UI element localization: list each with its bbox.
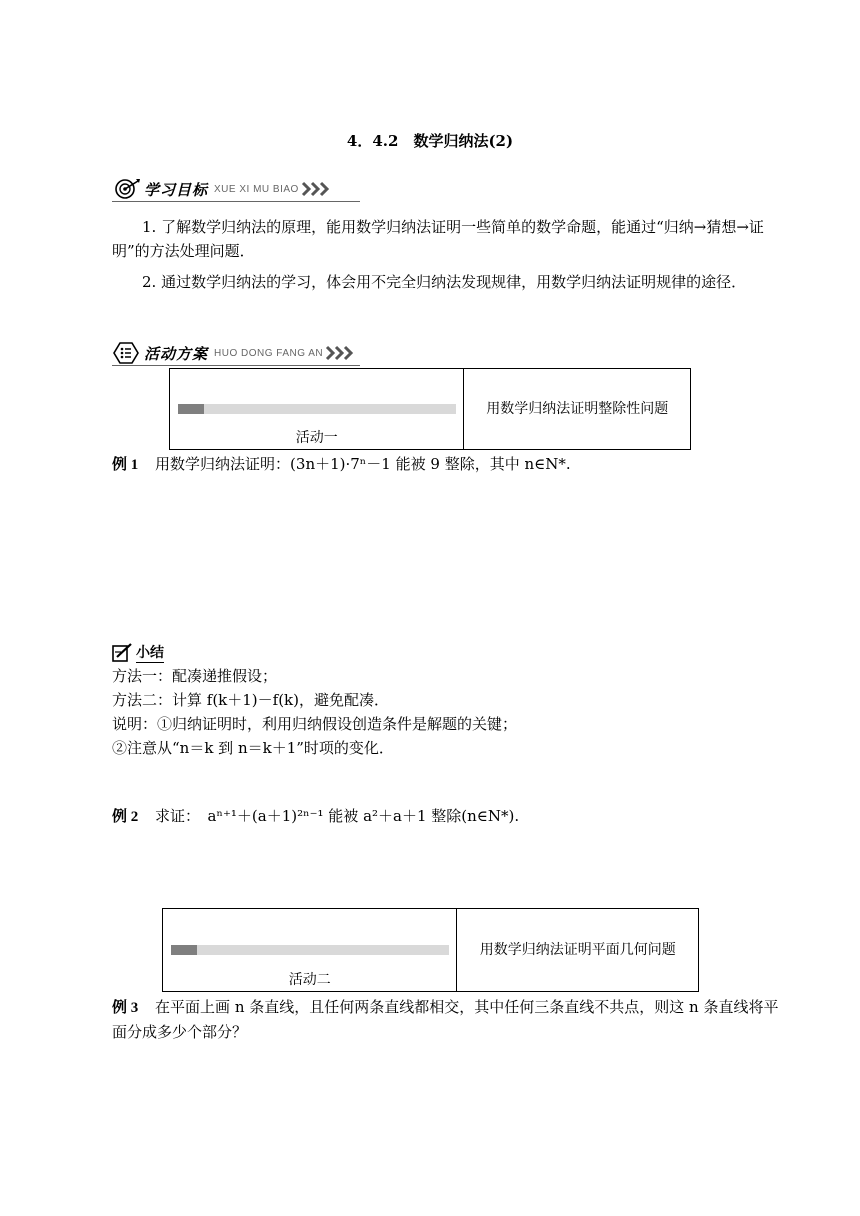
summary-body [112,664,517,760]
section-header-activities [112,342,355,364]
section-title: 活动方案 [144,344,209,363]
example-label: 例 1 [112,457,139,473]
section-subtitle: XUE XI MU BIAO [214,183,299,195]
summary-header [112,642,164,663]
activity-1-label-cell [170,369,464,449]
progress-track [178,404,456,414]
progress-track [171,945,449,955]
summary-line: 方法一：配凑递推假设； [112,667,278,685]
example-text: 求证： aⁿ⁺¹＋(a＋1)²ⁿ⁻¹ 能被 a²＋a＋1 整除(n∈N*). [155,807,520,825]
summary-title: 小结 [136,642,164,663]
summary-line: 方法二：计算 f(k＋1)－f(k)，避免配凑． [112,691,390,709]
objective-2: 2. 通过数学归纳法的学习，体会用不完全归纳法发现规律，用数学归纳法证明规律的途径． [142,273,747,291]
section-header-objectives [112,178,331,200]
example-text: 在平面上画 n 条直线，且任何两条直线都相交，其中任何三条直线不共点，则这 n 条直线将平面分成多少个部分？ [112,998,779,1041]
page-title: 4．4.2 数学归纳法(2) [346,132,514,150]
summary-line: ②注意从“n＝k 到 n＝k＋1”时项的变化． [112,739,394,757]
activity-2-table [162,908,699,992]
chevrons-icon [301,181,331,197]
summary-line: 说明：①归纳证明时，利用归纳假设创造条件是解题的关键； [112,715,518,733]
activity-2-topic: 用数学归纳法证明平面几何问题 [479,942,676,958]
progress-marker [178,404,204,414]
example-1 [112,452,571,477]
example-label: 例 3 [112,1000,139,1016]
section-title: 学习目标 [144,180,209,199]
example-text: 用数学归纳法证明：(3n＋1)·7ⁿ－1 能被 9 整除，其中 n∈N*. [155,455,571,473]
activity-2-name: 活动二 [288,972,331,988]
section-rule [112,201,360,202]
list-icon [112,342,142,364]
target-icon [112,178,142,200]
activity-1-table [169,368,691,450]
activity-1-topic: 用数学归纳法证明整除性问题 [486,401,669,417]
pencil-note-icon [112,643,134,663]
example-label: 例 2 [112,809,139,825]
section-rule [112,365,360,366]
activity-1-name: 活动一 [295,430,338,446]
objective-1: 1. 了解数学归纳法的原理，能用数学归纳法证明一些简单的数学命题，能通过“归纳→猜想→证明”的方法处理问题． [112,218,764,260]
section-subtitle: HUO DONG FANG AN [214,347,324,359]
example-2 [112,804,519,829]
example-3 [112,995,782,1044]
chevrons-icon [325,345,355,361]
activity-2-label-cell [163,909,457,991]
progress-marker [171,945,197,955]
